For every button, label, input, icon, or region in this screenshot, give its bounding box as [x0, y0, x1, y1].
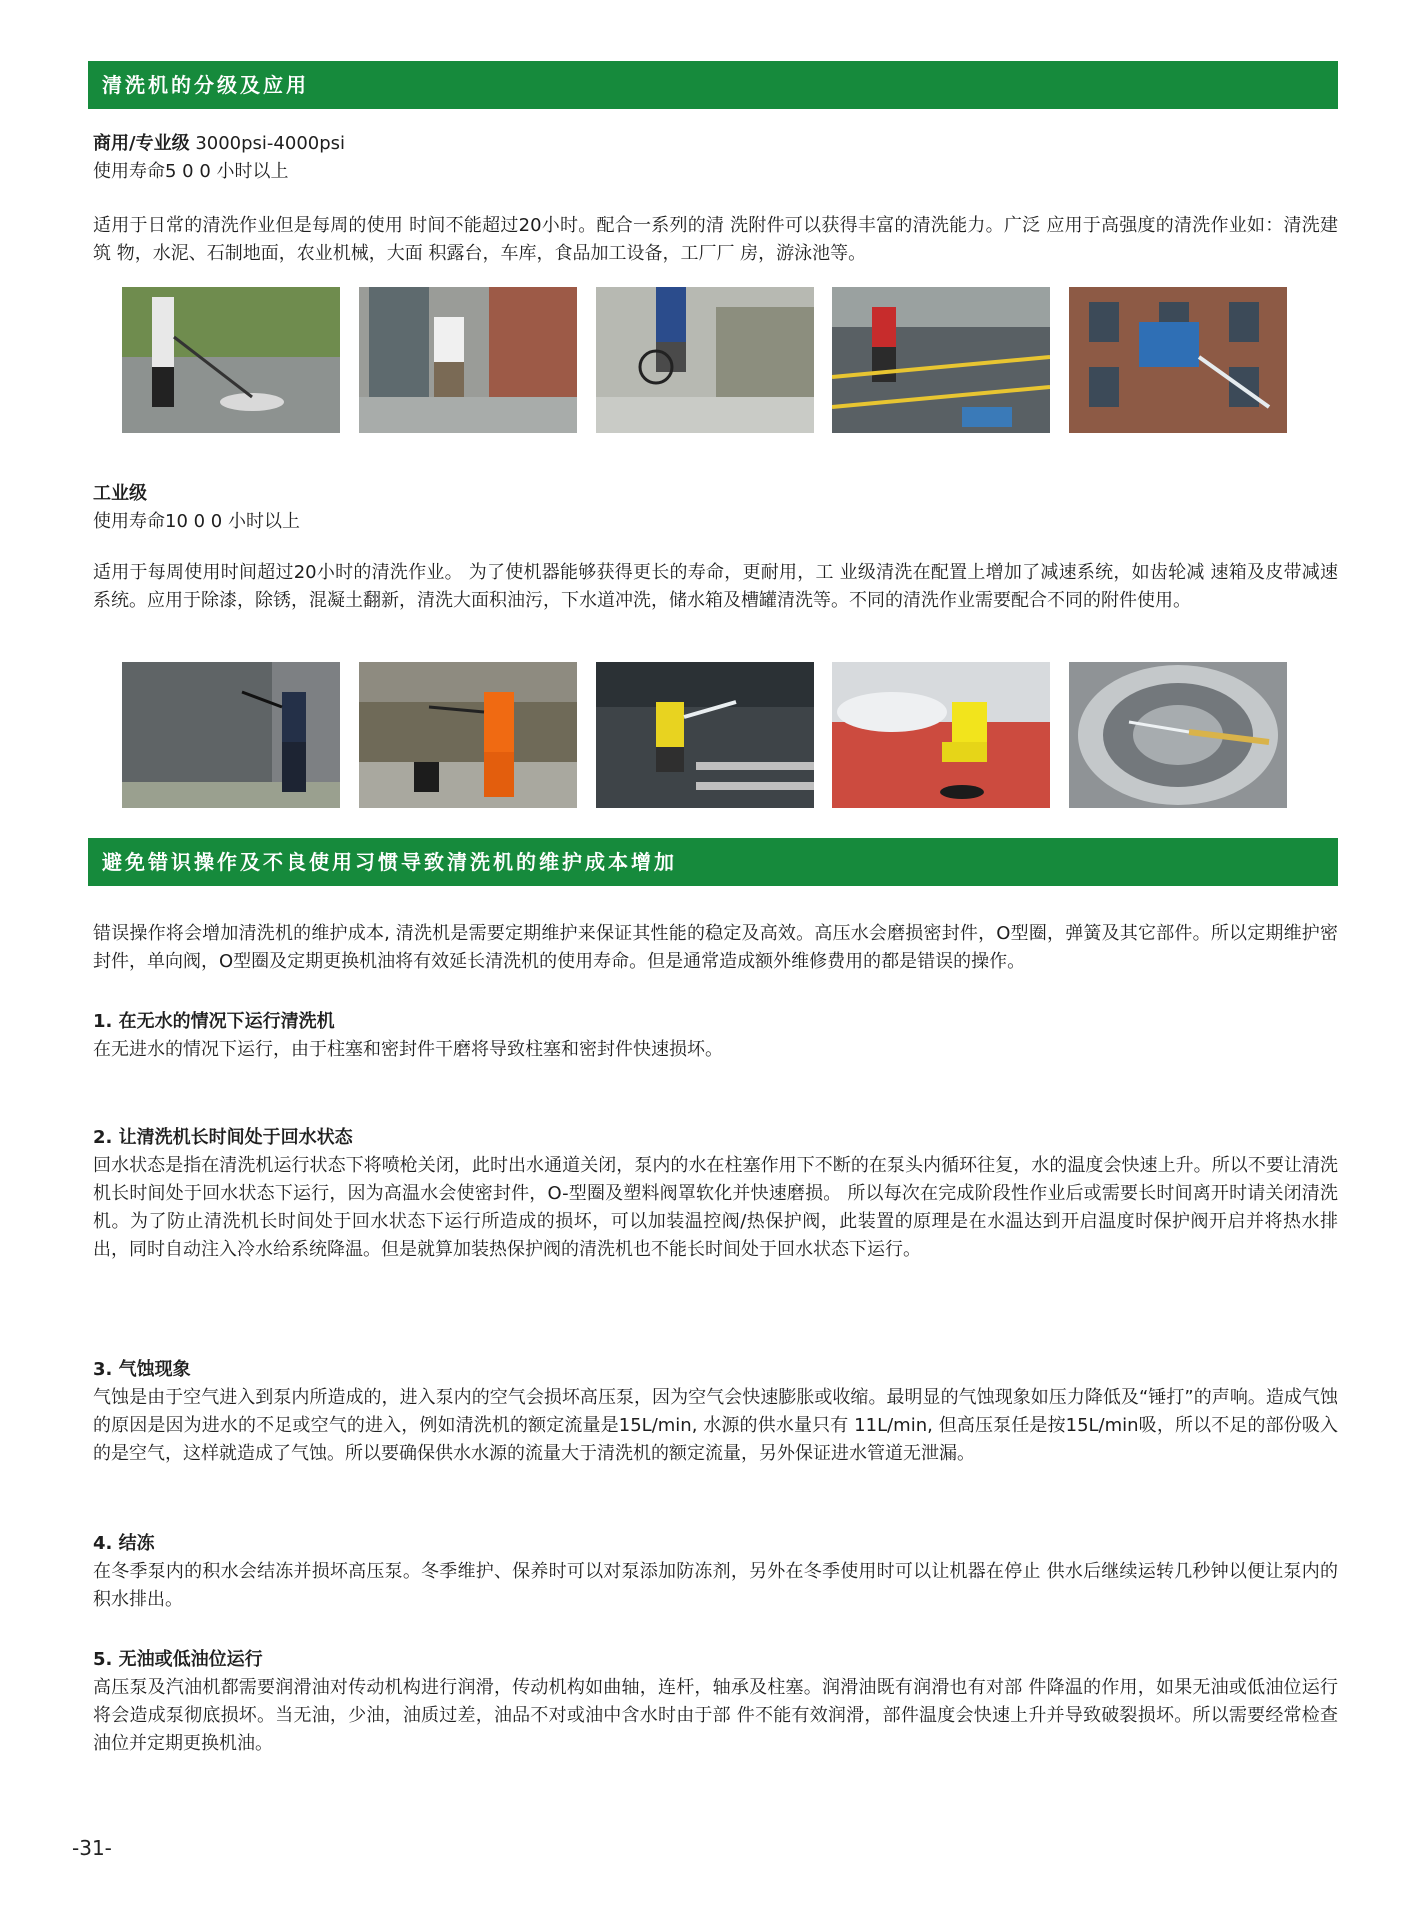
commercial-life: 使用寿命5 0 0 小时以上 — [93, 161, 289, 182]
item-3-title: 3. 气蚀现象 — [93, 1359, 191, 1380]
commercial-description-text: 适用于日常的清洗作业但是每周的使用 时间不能超过20小时。配合一系列的清 洗附件可以获得丰富的清洗能力。广泛 应用于高强度的清洗作业如：清洗建筑 物，水泥、石制地面，农业机械，大面 积露台，车库，食品加工设备，工厂厂 房，游泳池等。 — [93, 215, 1338, 264]
commercial-pressure: 3000psi-4000psi — [195, 133, 346, 154]
photo-sidewalk-washing — [596, 287, 814, 433]
item-2-title: 2. 让清洗机长时间处于回水状态 — [93, 1127, 353, 1148]
item-2-body: 回水状态是指在清洗机运行状态下将喷枪关闭，此时出水通道关闭，泵内的水在柱塞作用下不断的在泵头内循环往复，水的温度会快速上升。所以不要让清洗机长时间处于回水状态下运行，因为高温水会使密封件，O-型圈及塑料阀罩软化并快速磨损。 所以每次在完成阶段性作业后或需要长时间离开时请关闭清洗机。为了防止清洗机长时间处于回水状态下运行所造成的损坏，可以加装温控阀/热保护阀，此装置的原理是在水温达到开启温度时保护阀开启并将热水排出，同时自动注入冷水给系统降温。但是就算加装热保护阀的清洗机也不能长时间处于回水状态下运行。 — [93, 1155, 1338, 1260]
photo-wall-base-washing — [359, 287, 577, 433]
photo-orange-suit-worker — [359, 662, 577, 808]
industrial-grade-label: 工业级 — [93, 483, 147, 504]
item-3 — [93, 1356, 1338, 1468]
item-3-body: 气蚀是由于空气进入到泵内所造成的，进入泵内的空气会损坏高压泵，因为空气会快速膨胀或收缩。最明显的气蚀现象如压力降低及“锤打”的声响。造成气蚀的原因是因为进水的不足或空气的进入，例如清洗机的额定流量是15L/min, 水源的供水量只有 11L/min, 但高压泵任是按15L/min吸，所以不足的部份吸入的是空气，这样就造成了气蚀。所以要确保供水水源的流量大于清洗机的额定流量，另外保证进水管道无泄漏。 — [93, 1387, 1338, 1464]
photo-building-facade-lift — [1069, 287, 1287, 433]
industrial-life: 使用寿命10 0 0 小时以上 — [93, 511, 300, 532]
item-1-body: 在无进水的情况下运行，由于柱塞和密封件干磨将导致柱塞和密封件快速损坏。 — [93, 1039, 723, 1060]
photo-concrete-wall-blasting — [122, 662, 340, 808]
page-number: -31- — [72, 1836, 112, 1860]
item-5 — [93, 1646, 1338, 1758]
photo-machinery-cleaning-yellow-suit — [596, 662, 814, 808]
item-5-body: 高压泵及汽油机都需要润滑油对传动机构进行润滑，传动机构如曲轴，连杆，轴承及柱塞。润滑油既有润滑也有对部 件降温的作用，如果无油或低油位运行将会造成泵彻底损坏。当无油，少油，油质过差，油品不对或油中含水时由于部 件不能有效润滑，部件温度会快速上升并导致破裂损坏。所以需要经常检查油位并定期更换机油。 — [93, 1677, 1338, 1754]
item-5-title: 5. 无油或低油位运行 — [93, 1649, 263, 1670]
item-4-body: 在冬季泵内的积水会结冻并损坏高压泵。冬季维护、保养时可以对泵添加防冻剂，另外在冬季使用时可以让机器在停止 供水后继续运转几秒钟以便让泵内的积水排出。 — [93, 1561, 1338, 1610]
section-banner-maintenance: 避免错识操作及不良使用习惯导致清洗机的维护成本增加 — [88, 838, 1338, 886]
maintenance-intro-text: 错误操作将会增加清洗机的维护成本, 清洗机是需要定期维护来保证其性能的稳定及高效。高压水会磨损密封件，O型圈，弹簧及其它部件。所以定期维护密封件，单向阀，O型圈及定期更换机油将有效延长清洗机的使用寿命。但是通常造成额外维修费用的都是错误的操作。 — [93, 923, 1338, 972]
industrial-description — [93, 559, 1338, 615]
photo-red-floor-cleaning — [832, 662, 1050, 808]
photo-surface-cleaner-on-lawn-path — [122, 287, 340, 433]
industrial-description-text: 适用于每周使用时间超过20小时的清洗作业。 为了使机器能够获得更长的寿命，更耐用，工 业级清洗在配置上增加了减速系统，如齿轮减 速箱及皮带减速系统。应用于除漆，除锈，混凝土翻新，清洗大面积油污，下水道冲洗，储水箱及槽罐清洗等。不同的清洗作业需要配合不同的附件使用。 — [93, 562, 1338, 611]
section-banner-classification: 清洗机的分级及应用 — [88, 61, 1338, 109]
commercial-grade-label: 商用/专业级 — [93, 133, 190, 154]
commercial-description — [93, 212, 1338, 268]
item-1-title: 1. 在无水的情况下运行清洗机 — [93, 1011, 335, 1032]
commercial-grade-header — [93, 130, 1338, 186]
item-1 — [93, 1008, 1338, 1064]
maintenance-intro — [93, 920, 1338, 976]
photo-tank-interior-nozzle — [1069, 662, 1287, 808]
industrial-photo-row — [122, 662, 1287, 808]
industrial-grade-header — [93, 480, 1338, 536]
commercial-photo-row — [122, 287, 1287, 433]
photo-parking-lot-cleaning — [832, 287, 1050, 433]
item-2 — [93, 1124, 1338, 1264]
item-4 — [93, 1530, 1338, 1614]
item-4-title: 4. 结冻 — [93, 1533, 155, 1554]
